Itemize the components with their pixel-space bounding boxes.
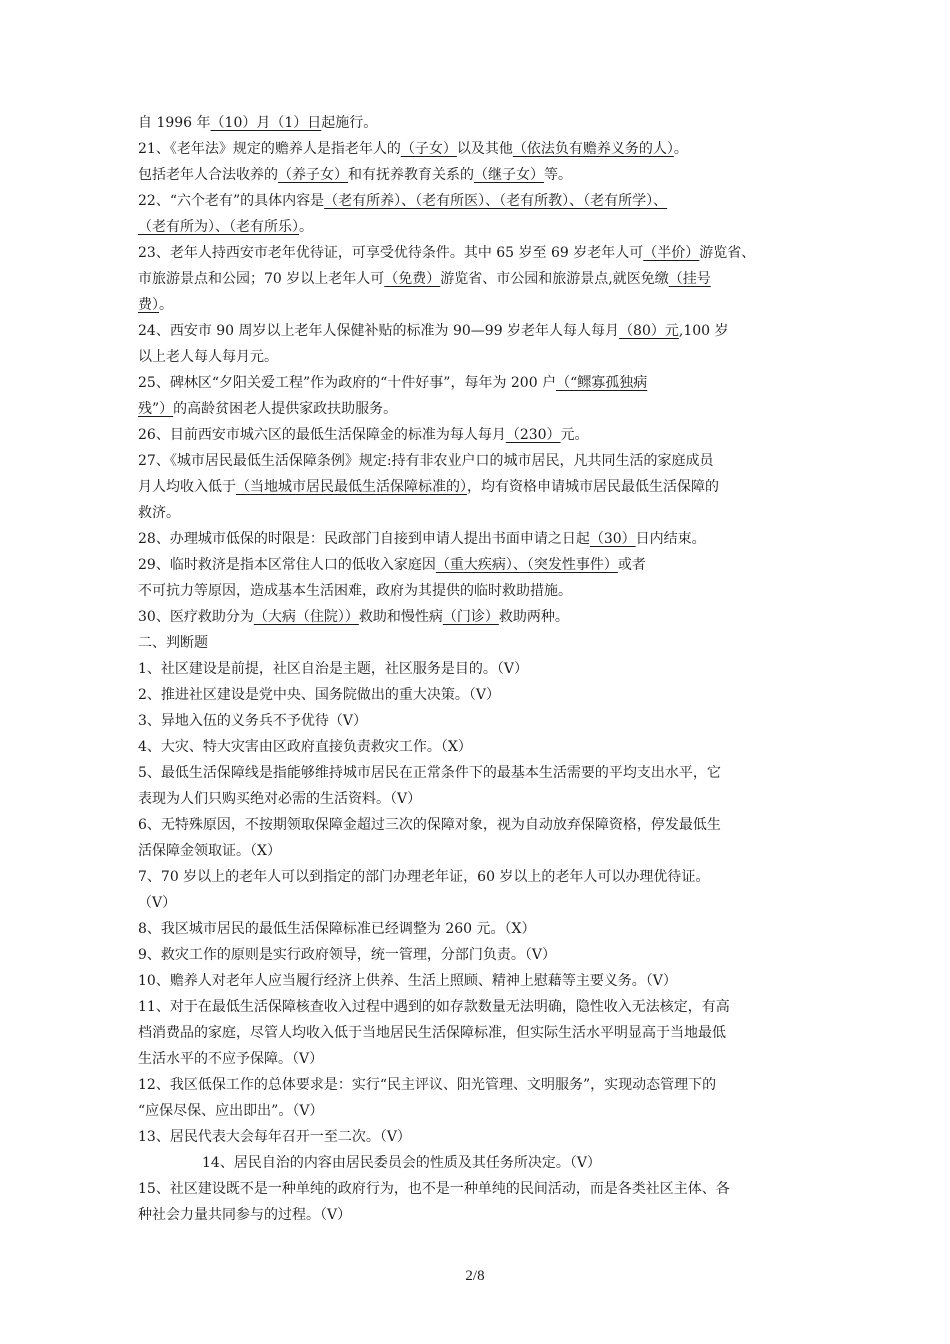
text-segment: 包括老年人合法收养的 xyxy=(138,167,278,183)
text-line xyxy=(138,734,818,760)
text-segment: 25、碑林区“夕阳关爱工程”作为政府的“十件好事”，每年为 200 户 xyxy=(138,375,557,391)
document-body xyxy=(138,110,818,1228)
text-line xyxy=(138,1202,818,1228)
text-line xyxy=(138,578,818,604)
text-line xyxy=(138,708,818,734)
answer-blank: （10）月（1）日 xyxy=(210,115,322,131)
text-segment: 种社会力量共同参与的过程。（V） xyxy=(138,1207,352,1223)
answer-blank: （养子女） xyxy=(278,167,348,183)
text-segment: 自 1996 年 xyxy=(138,115,211,131)
text-line xyxy=(138,214,818,240)
answer-blank: （免费） xyxy=(384,271,441,287)
page-number: 2/8 xyxy=(465,1268,485,1284)
text-segment: 游览省、市公园和旅游景点,就医免缴 xyxy=(440,271,669,287)
answer-blank: （老有所养）、（老有所医）、（老有所教）、（老有所学）、 xyxy=(324,193,668,209)
text-line xyxy=(138,1020,818,1046)
text-line xyxy=(138,1046,818,1072)
text-segment: 1、社区建设是前提，社区自治是主题，社区服务是目的。（V） xyxy=(138,661,529,677)
text-segment: 。 xyxy=(673,141,688,157)
text-line xyxy=(138,630,818,656)
text-line xyxy=(138,916,818,942)
text-segment: 活保障金领取证。（X） xyxy=(138,843,281,859)
text-segment: 2、推进社区建设是党中央、国务院做出的重大决策。（V） xyxy=(138,687,501,703)
text-segment: 11、对于在最低生活保障核查收入过程中遇到的如存款数量无法明确，隐性收入无法核定，有高 xyxy=(138,999,730,1015)
text-segment: 月人均收入低于 xyxy=(138,479,236,495)
answer-blank: （重大疾病）、（突发性事件） xyxy=(435,557,618,573)
text-segment: 30、医疗救助分为 xyxy=(138,609,254,625)
text-line xyxy=(138,266,818,292)
text-line xyxy=(138,838,818,864)
text-segment: 等。 xyxy=(544,167,572,183)
text-segment: ,100 岁 xyxy=(678,323,729,339)
text-line xyxy=(138,500,818,526)
text-segment: 27、《城市居民最低生活保障条例》规定:持有非农业户口的城市居民，凡共同生活的家庭成员 xyxy=(138,453,714,469)
text-line xyxy=(138,188,818,214)
text-line xyxy=(138,1150,818,1176)
text-line xyxy=(138,864,818,890)
text-segment: 的高龄贫困老人提供家政扶助服务。 xyxy=(173,401,398,417)
text-segment: ，均有资格申请城市居民最低生活保障的 xyxy=(467,479,719,495)
text-segment: 13、居民代表大会每年召开一至二次。（V） xyxy=(138,1129,411,1145)
text-segment: 救助和慢性病 xyxy=(358,609,443,625)
text-line xyxy=(138,552,818,578)
text-segment: 市旅游景点和公园；70 岁以上老年人可 xyxy=(138,271,385,287)
text-line xyxy=(138,604,818,630)
answer-blank: （80）元 xyxy=(619,323,679,339)
text-line xyxy=(138,786,818,812)
text-segment: 档消费品的家庭，尽管人均收入低于当地居民生活保障标准，但实际生活水平明显高于当地最低 xyxy=(138,1025,726,1041)
text-line xyxy=(138,162,818,188)
answer-blank: （30） xyxy=(589,531,636,547)
text-segment: 28、办理城市低保的时限是：民政部门自接到申请人提出书面申请之日起 xyxy=(138,531,590,547)
text-segment: 8、我区城市居民的最低生活保障标准已经调整为 260 元。（X） xyxy=(138,921,536,937)
text-line xyxy=(138,890,818,916)
answer-blank: （门诊） xyxy=(442,609,499,625)
text-line xyxy=(138,370,818,396)
text-segment: 游览省、 xyxy=(699,245,756,261)
text-line xyxy=(138,1098,818,1124)
text-segment: 。 xyxy=(299,219,313,235)
text-segment: 4、大灾、特大灾害由区政府直接负责救灾工作。（X） xyxy=(138,739,472,755)
text-line xyxy=(138,474,818,500)
text-segment: 22、“六个老有”的具体内容是 xyxy=(138,193,325,209)
text-line xyxy=(138,1176,818,1202)
text-segment: 以及其他 xyxy=(456,141,513,157)
text-line xyxy=(138,760,818,786)
answer-blank: （子女） xyxy=(400,141,457,157)
text-segment: 和有抚养教育关系的 xyxy=(348,167,474,183)
text-line xyxy=(138,994,818,1020)
text-line xyxy=(138,968,818,994)
answer-blank: （“鳏寡孤独病 xyxy=(556,375,648,391)
text-line xyxy=(138,812,818,838)
text-segment: 不可抗力等原因，造成基本生活困难，政府为其提供的临时救助措施。 xyxy=(138,583,572,599)
answer-blank: （老有所为）、（老有所乐） xyxy=(138,219,299,235)
text-line xyxy=(138,240,818,266)
text-line xyxy=(138,292,818,318)
text-segment: 14、居民自治的内容由居民委员会的性质及其任务所决定。（V） xyxy=(202,1155,601,1171)
text-segment: 日内结束。 xyxy=(635,531,706,547)
text-line xyxy=(138,422,818,448)
text-segment: 元。 xyxy=(560,427,589,443)
text-line xyxy=(138,1124,818,1150)
text-segment: 29、临时救济是指本区常住人口的低收入家庭因 xyxy=(138,557,436,573)
text-segment: 救济。 xyxy=(138,505,180,521)
text-line xyxy=(138,448,818,474)
text-segment: 表现为人们只购买绝对必需的生活资料。（V） xyxy=(138,791,422,807)
text-line xyxy=(138,396,818,422)
text-segment: 起施行。 xyxy=(321,115,378,131)
text-line xyxy=(138,110,818,136)
text-segment: 23、老年人持西安市老年优待证，可享受优待条件。其中 65 岁至 69 岁老年人可 xyxy=(138,245,644,261)
answer-blank: （230） xyxy=(505,427,561,443)
text-line xyxy=(138,1072,818,1098)
text-segment: 或者 xyxy=(617,557,646,573)
answer-blank: （挂号 xyxy=(668,271,711,287)
text-segment: 26、目前西安市城六区的最低生活保障金的标准为每人每月 xyxy=(138,427,506,443)
text-segment: 21、《老年法》规定的赡养人是指老年人的 xyxy=(138,141,401,157)
text-segment: 10、赡养人对老年人应当履行经济上供养、生活上照顾、精神上慰藉等主要义务。（V） xyxy=(138,973,677,989)
text-line xyxy=(138,682,818,708)
text-segment: 二、判断题 xyxy=(138,635,208,651)
text-segment: 15、社区建设既不是一种单纯的政府行为，也不是一种单纯的民间活动，而是各类社区主体、各 xyxy=(138,1181,730,1197)
text-segment: 9、救灾工作的原则是实行政府领导，统一管理，分部门负责。（V） xyxy=(138,947,557,963)
text-segment: 救助两种。 xyxy=(498,609,569,625)
answer-blank: （半价） xyxy=(643,245,700,261)
text-segment: 生活水平的不应予保障。（V） xyxy=(138,1051,324,1067)
text-segment: 以上老人每人每月元。 xyxy=(138,349,278,365)
answer-blank: （大病（住院）） xyxy=(253,609,359,625)
text-segment: 24、西安市 90 周岁以上老年人保健补贴的标准为 90—99 岁老年人每人每月 xyxy=(138,323,620,339)
answer-blank: （继子女） xyxy=(474,167,544,183)
text-line xyxy=(138,344,818,370)
text-segment: 6、无特殊原因，不按期领取保障金超过三次的保障对象，视为自动放弃保障资格，停发最低生 xyxy=(138,817,721,833)
text-segment: “应保尽保、应出即出”。（V） xyxy=(138,1103,324,1119)
answer-blank: 残”） xyxy=(138,401,174,417)
text-segment: 5、最低生活保障线是指能够维持城市居民在正常条件下的最基本生活需要的平均支出水平，它 xyxy=(138,765,721,781)
text-line xyxy=(138,318,818,344)
text-segment: 3、异地入伍的义务兵不予优待（V） xyxy=(138,713,368,729)
answer-blank: 费） xyxy=(138,297,159,313)
text-segment: 。 xyxy=(159,297,173,313)
text-line xyxy=(138,656,818,682)
text-segment: 12、我区低保工作的总体要求是：实行“民主评议、阳光管理、文明服务”，实现动态管理下的 xyxy=(138,1077,717,1093)
text-segment: （V） xyxy=(138,895,177,911)
text-line xyxy=(138,526,818,552)
text-line xyxy=(138,136,818,162)
text-segment: 7、70 岁以上的老年人可以到指定的部门办理老年证，60 岁以上的老年人可以办理优待证。 xyxy=(138,869,710,885)
text-line xyxy=(138,942,818,968)
answer-blank: （当地城市居民最低生活保障标准的） xyxy=(236,479,467,495)
answer-blank: （依法负有赡养义务的人） xyxy=(512,141,674,157)
